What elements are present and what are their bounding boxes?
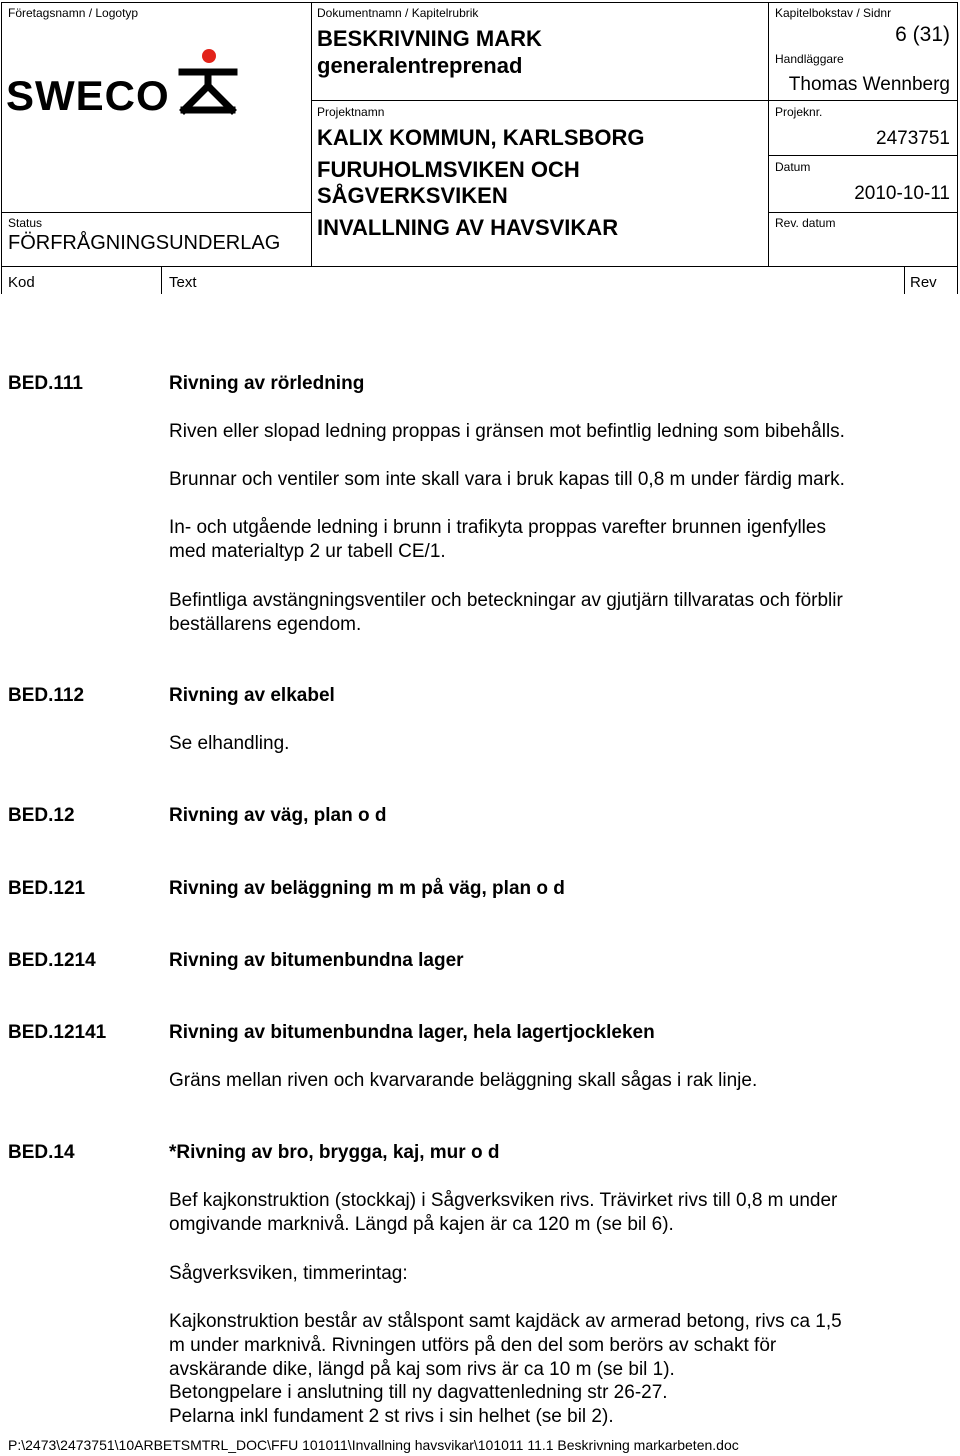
doc-title-line1: BESKRIVNING MARK xyxy=(317,26,542,51)
file-path-footer: P:\2473\2473751\10ARBETSMTRL_DOC\FFU 101011\Invallning havsvikar\101011 11.1 Beskrivning markarbeten.doc xyxy=(8,1437,739,1453)
col-rev: Rev xyxy=(910,274,937,291)
handler-value: Thomas Wennberg xyxy=(788,74,950,95)
logo-wordmark: SWECO xyxy=(6,72,170,116)
paragraph: Befintliga avstängningsventiler och beteckningar av gjutjärn tillvaratas och förblir xyxy=(169,590,843,611)
paragraph: Brunnar och ventiler som inte skall vara i bruk kapas till 0,8 m under färdig mark. xyxy=(169,469,845,490)
section-code: BED.1214 xyxy=(8,950,96,971)
doc-title-line2: generalentreprenad xyxy=(317,53,523,78)
section-code: BED.12 xyxy=(8,805,75,826)
revdate-label: Rev. datum xyxy=(775,216,836,230)
date-value: 2010-10-11 xyxy=(854,183,950,204)
project-line1: KALIX KOMMUN, KARLSBORG xyxy=(317,125,645,150)
paragraph: Betongpelare i anslutning till ny dagvattenledning str 26-27. xyxy=(169,1382,668,1403)
paragraph: Se elhandling. xyxy=(169,733,290,754)
date-label: Datum xyxy=(775,160,811,174)
paragraph: avskärande dike, längd på kaj som rivs är ca 10 m (se bil 1). xyxy=(169,1359,675,1380)
page-number: 6 (31) xyxy=(895,23,950,46)
section-heading: *Rivning av bro, brygga, kaj, mur o d xyxy=(169,1142,500,1163)
section-code: BED.111 xyxy=(8,373,83,394)
paragraph: Sågverksviken, timmerintag: xyxy=(169,1263,408,1284)
project-label: Projektnamn xyxy=(317,105,385,119)
col-kod: Kod xyxy=(8,274,35,291)
projnr-label: Projeknr. xyxy=(775,105,823,119)
section-heading: Rivning av väg, plan o d xyxy=(169,805,387,826)
handler-label: Handläggare xyxy=(775,52,844,66)
section-heading: Rivning av elkabel xyxy=(169,685,335,706)
paragraph: In- och utgående ledning i brunn i trafikyta proppas varefter brunnen igenfylles xyxy=(169,517,826,538)
document-header xyxy=(1,2,958,294)
section-heading: Rivning av beläggning m m på väg, plan o d xyxy=(169,878,565,899)
section-code: BED.121 xyxy=(8,878,86,899)
section-heading: Rivning av rörledning xyxy=(169,373,365,394)
project-line4: INVALLNING AV HAVSVIKAR xyxy=(317,215,619,240)
sweco-logo xyxy=(6,46,246,116)
paragraph: med materialtyp 2 ur tabell CE/1. xyxy=(169,541,446,562)
project-line3: SÅGVERKSVIKEN xyxy=(317,183,508,208)
section-code: BED.112 xyxy=(8,685,85,706)
section-heading: Rivning av bitumenbundna lager, hela lagertjockleken xyxy=(169,1022,655,1043)
section-code: BED.12141 xyxy=(8,1022,107,1043)
projnr-value: 2473751 xyxy=(876,128,950,149)
paragraph: Kajkonstruktion består av stålspont samt kajdäck av armerad betong, rivs ca 1,5 xyxy=(169,1311,842,1332)
project-line2: FURUHOLMSVIKEN OCH xyxy=(317,157,580,182)
paragraph: m under marknivå. Rivningen utförs på den del som berörs av schakt för xyxy=(169,1335,777,1356)
paragraph: Pelarna inkl fundament 2 st rivs i sin helhet (se bil 2). xyxy=(169,1406,614,1427)
docname-label: Dokumentnamn / Kapitelrubrik xyxy=(317,6,479,20)
status-label: Status xyxy=(8,216,43,230)
col-text: Text xyxy=(169,274,197,291)
company-label: Företagsnamn / Logotyp xyxy=(8,6,139,20)
paragraph: Bef kajkonstruktion (stockkaj) i Sågverksviken rivs. Trävirket rivs till 0,8 m under xyxy=(169,1190,838,1211)
paragraph: Riven eller slopad ledning proppas i gränsen mot befintlig ledning som bibehålls. xyxy=(169,421,845,442)
paragraph: Gräns mellan riven och kvarvarande beläggning skall sågas i rak linje. xyxy=(169,1070,758,1091)
chapter-label: Kapitelbokstav / Sidnr xyxy=(775,6,892,20)
section-code: BED.14 xyxy=(8,1142,75,1163)
status-value: FÖRFRÅGNINGSUNDERLAG xyxy=(8,232,281,254)
paragraph: omgivande marknivå. Längd på kajen är ca 120 m (se bil 6). xyxy=(169,1214,674,1235)
section-heading: Rivning av bitumenbundna lager xyxy=(169,950,464,971)
paragraph: beställarens egendom. xyxy=(169,614,362,635)
sweco-logo-icon xyxy=(6,46,246,116)
